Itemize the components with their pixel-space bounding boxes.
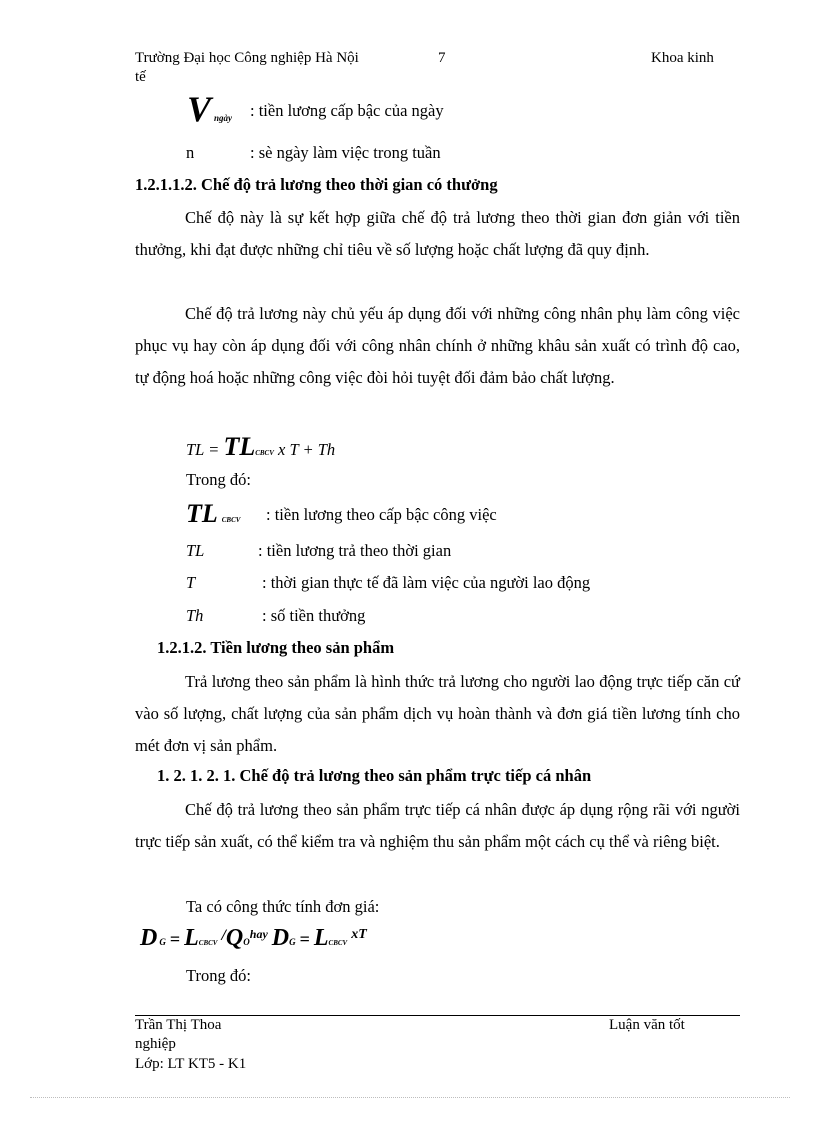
paragraph-time-bonus-2: Chế độ trả lương này chủ yếu áp dụng đối với những công nhân phụ làm công việc phục vụ hay còn áp dụng đối với công nhân chính ở những khâu sản xuất có trình độ cao, tự động hoá hoặc những công việc đòi hỏi tuyệt đối đảm bảo chất lượng. bbox=[135, 304, 740, 387]
header-department-cont: tế bbox=[135, 69, 146, 85]
footer-rule bbox=[135, 1015, 740, 1016]
header-department: Khoa kinh bbox=[651, 50, 714, 66]
formula-tl: TL = TLCBCV x T + Th bbox=[186, 432, 336, 461]
paragraph-direct-individual: Chế độ trả lương theo sản phẩm trực tiếp cá nhân được áp dụng rộng rãi với người trực tiếp sản xuất, có thể kiểm tra và nghiệm thu sản phẩm một cách cụ thể và riêng biệt. bbox=[135, 800, 740, 851]
paragraph-product-wage: Trả lương theo sản phẩm là hình thức trả lương cho người lao động trực tiếp căn cứ vào số lượng, chất lượng của sản phẩm dịch vụ hoàn thành và đơn giá tiền lương tính cho mét đơn vị sản phẩm. bbox=[135, 672, 740, 755]
page-number: 7 bbox=[438, 50, 446, 66]
paragraph-time-bonus-1: Chế độ này là sự kết hợp giữa chế độ trả lương theo thời gian đơn giản với tiền thưởng, khi đạt được những chỉ tiêu về số lượng hoặc chất lượng đã quy định. bbox=[135, 208, 740, 259]
tl-cbcv-symbol: TL CBCV bbox=[186, 499, 241, 528]
th-symbol: Th bbox=[186, 606, 204, 625]
formula-intro: Ta có công thức tính đơn giá: bbox=[186, 897, 380, 916]
footer-class: Lớp: LT KT5 - K1 bbox=[135, 1056, 247, 1072]
footer-thesis-cont: nghiệp bbox=[135, 1036, 176, 1052]
v-ngay-symbol: Vngày bbox=[187, 89, 233, 129]
v-ngay-definition: : tiền lương cấp bậc của ngày bbox=[250, 101, 444, 120]
footer-thesis: Luận văn tốt bbox=[609, 1017, 685, 1033]
n-symbol: n bbox=[186, 143, 195, 162]
heading-time-bonus: 1.2.1.1.2. Chế độ trả lương theo thời gian có thưởng bbox=[135, 175, 498, 194]
tl-cbcv-definition: : tiền lương theo cấp bậc công việc bbox=[266, 505, 497, 524]
th-definition: : số tiền thưởng bbox=[262, 606, 366, 625]
t-definition: : thời gian thực tế đã làm việc của người lao động bbox=[262, 573, 591, 592]
t-symbol: T bbox=[186, 573, 196, 592]
heading-product-wage: 1.2.1.2. Tiền lương theo sản phẩm bbox=[157, 638, 395, 657]
footer-author: Trần Thị Thoa bbox=[135, 1017, 222, 1033]
page-bottom-border bbox=[30, 1097, 790, 1098]
header-school: Trường Đại học Công nghiệp Hà Nội bbox=[135, 50, 359, 66]
heading-direct-individual: 1. 2. 1. 2. 1. Chế độ trả lương theo sản phẩm trực tiếp cá nhân bbox=[157, 766, 592, 785]
n-definition: : sè ngày làm việc trong tuần bbox=[250, 143, 441, 162]
formula-unit-price: D G = LCBCV $/QO^{hay}$ DG = LCBCV xT bbox=[140, 925, 367, 951]
tl-symbol: TL bbox=[186, 541, 205, 560]
trong-do-label: Trong đó: bbox=[186, 470, 251, 489]
trong-do-label-2: Trong đó: bbox=[186, 966, 251, 985]
tl-definition: : tiền lương trả theo thời gian bbox=[258, 541, 452, 560]
